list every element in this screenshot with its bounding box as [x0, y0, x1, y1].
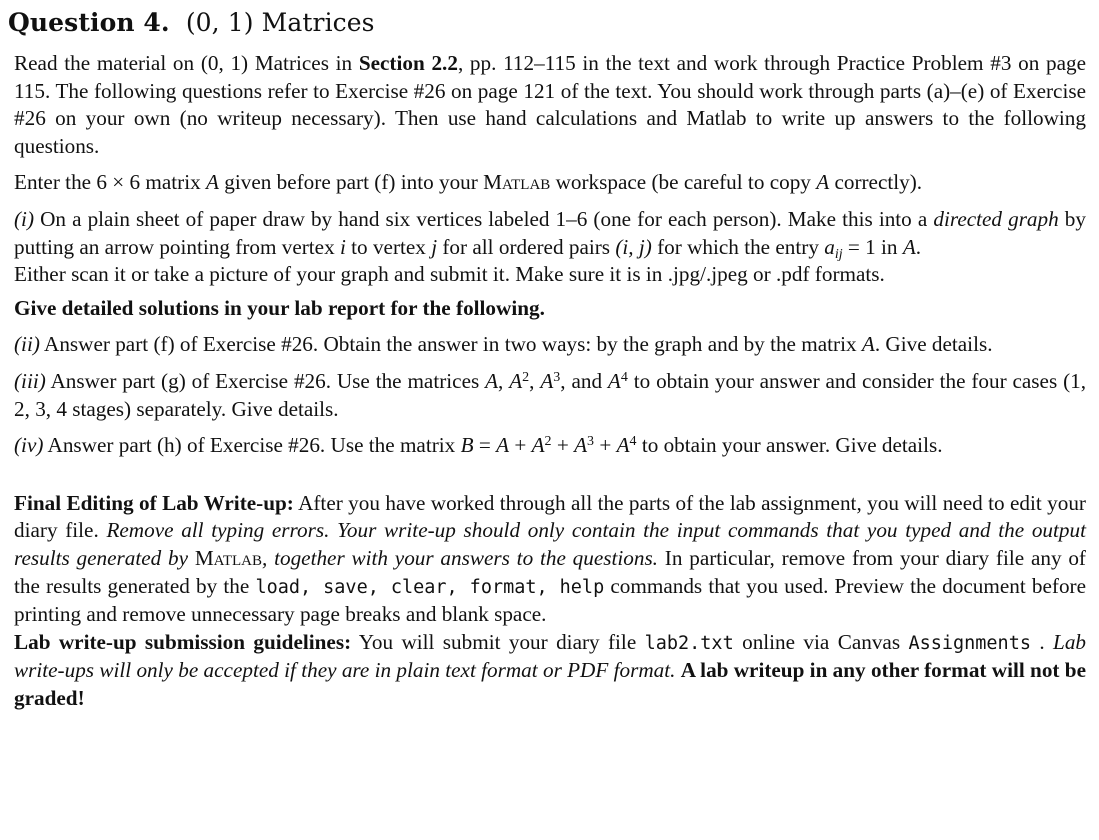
directed-graph-term: directed graph	[933, 206, 1059, 231]
plus-sign: +	[551, 433, 575, 458]
part-i-text-3: to vertex	[345, 234, 432, 259]
submission-paragraph	[14, 629, 1086, 713]
submission-text-3: .	[1030, 629, 1054, 654]
matrix-a-symbol: A	[861, 332, 875, 357]
submission-text-1: You will submit your diary file	[351, 629, 645, 654]
part-iii-text-2: to obtain your answer and consider the four cases (1, 2, 3, 4 stages) separately. Give details.	[14, 368, 1087, 421]
matlab-name: Matlab	[483, 170, 551, 195]
command-list: load, save, clear, format, help	[255, 576, 605, 598]
part-ii-paragraph	[14, 331, 1086, 359]
matrix-a-symbol: A	[540, 368, 554, 393]
document-page	[8, 6, 1091, 712]
and-word: , and	[560, 368, 608, 393]
intro-text-2: , pp. 112–115 in the text and work through Practice Problem #3 on page 115. The following questions refer to Exercise #26 on page 121 of the text. You should work through parts (a)–(e) of Exercise #26 on your own (no writeup necessary). Then use hand calculations and Matlab to write up answers to the following questions.	[14, 51, 1086, 158]
submission-text-2: online via Canvas	[733, 629, 909, 654]
part-i-text-7: .	[915, 234, 922, 259]
enter-text-4: correctly).	[829, 170, 923, 195]
question-title-rest: (0, 1) Matrices	[185, 8, 375, 37]
section-reference: Section 2.2	[358, 51, 458, 75]
final-editing-heading: Final Editing of Lab Write-up:	[14, 490, 294, 515]
matrix-a-symbol: A	[206, 170, 219, 195]
assignments-term: Assignments	[908, 632, 1031, 654]
entry-subscript: ij	[834, 246, 843, 262]
exponent-2: 2	[522, 369, 530, 385]
separator: ,	[529, 368, 541, 393]
intro-text-1: Read the material on (0, 1) Matrices in	[14, 51, 359, 75]
exponent-3: 3	[587, 434, 595, 450]
matlab-name: Matlab	[194, 545, 262, 570]
part-iii-text-1: Answer part (g) of Exercise #26. Use the matrices	[45, 368, 486, 393]
part-iii-paragraph	[14, 368, 1086, 423]
matrix-a-symbol: A	[902, 234, 916, 259]
matrix-a-symbol: A	[509, 368, 523, 393]
final-italic-3: , together with your answers to the questions.	[262, 545, 658, 570]
submission-warning: A lab writeup in any other format will not be graded!	[14, 658, 1086, 710]
final-italic-1: Remove all typing errors.	[106, 518, 330, 543]
entry-a-symbol: a	[824, 234, 835, 259]
question-title	[8, 6, 1091, 40]
enter-text-2: given before part (f) into your	[218, 170, 484, 195]
final-italic-2: Your write-up should only contain the input commands that you typed and the output results generated by	[14, 518, 1086, 570]
equals-sign: =	[473, 433, 497, 458]
part-i-label: (i)	[14, 206, 34, 231]
part-iv-text-1: Answer part (h) of Exercise #26. Use the matrix	[43, 433, 461, 458]
question-heading: Question 4.	[8, 8, 170, 37]
ordered-pair-symbol: (i, j)	[615, 234, 652, 259]
plus-sign: +	[594, 433, 617, 458]
matrix-a-symbol: A	[485, 368, 499, 393]
part-iv-paragraph	[14, 432, 1086, 460]
final-text-1: After you have worked through all the parts of the lab assignment, you will need to edit your diary file.	[14, 490, 1086, 543]
vertex-j-symbol: j	[431, 234, 438, 259]
part-ii-label: (ii)	[14, 332, 40, 357]
final-text-2: In particular, remove from your diary file any of the results generated by the	[14, 545, 1086, 598]
final-editing-paragraph	[14, 490, 1086, 629]
part-i-text-2: by putting an arrow pointing from vertex	[14, 206, 1086, 259]
matrix-b-symbol: B	[460, 433, 474, 458]
matrix-a-symbol: A	[574, 433, 588, 458]
diary-filename: lab2.txt	[644, 632, 734, 654]
enter-matrix-paragraph	[14, 169, 1086, 197]
enter-text-3: workspace (be careful to copy	[550, 170, 817, 195]
part-i-text-4: for all ordered pairs	[437, 234, 616, 259]
part-i-text-6: = 1 in	[842, 234, 903, 259]
intro-paragraph	[14, 50, 1086, 160]
matrix-a-symbol: A	[496, 433, 510, 458]
part-iv-text-2: to obtain your answer. Give details.	[636, 433, 943, 458]
detailed-solutions-heading: Give detailed solutions in your lab report for the following.	[14, 295, 545, 320]
vertex-i-symbol: i	[339, 234, 346, 259]
separator: ,	[498, 368, 510, 393]
matrix-a-symbol: A	[531, 433, 545, 458]
matrix-a-symbol: A	[607, 368, 621, 393]
exponent-4: 4	[620, 369, 628, 385]
question-body	[14, 50, 1086, 712]
matrix-a-symbol: A	[616, 433, 630, 458]
enter-text-1: Enter the 6 × 6 matrix	[14, 170, 206, 195]
submission-italic: Lab write-ups will only be accepted if they are in plain text format or PDF format.	[14, 629, 1087, 683]
part-ii-text-1: Answer part (f) of Exercise #26. Obtain the answer in two ways: by the graph and by the matrix	[39, 332, 862, 357]
part-iii-label: (iii)	[14, 368, 46, 393]
part-i-text-5: for which the entry	[651, 234, 825, 259]
exponent-2: 2	[544, 434, 552, 450]
plus-sign: +	[509, 433, 532, 458]
submission-heading: Lab write-up submission guidelines:	[14, 629, 352, 654]
final-text-3: commands that you used. Preview the document before printing and remove unnecessary page breaks and blank space.	[14, 573, 1087, 627]
matrix-a-symbol: A	[816, 170, 830, 195]
part-i-text-1: On a plain sheet of paper draw by hand six vertices labeled 1–6 (one for each person). Make this into a	[34, 206, 934, 231]
part-i-paragraph	[14, 206, 1086, 289]
part-iv-label: (iv)	[14, 433, 44, 458]
scan-instructions: Either scan it or take a picture of your graph and submit it. Make sure it is in .jpg/.jpeg or .pdf formats.	[14, 262, 885, 287]
exponent-4: 4	[629, 434, 637, 450]
part-ii-text-2: . Give details.	[874, 332, 993, 357]
exponent-3: 3	[553, 369, 561, 385]
